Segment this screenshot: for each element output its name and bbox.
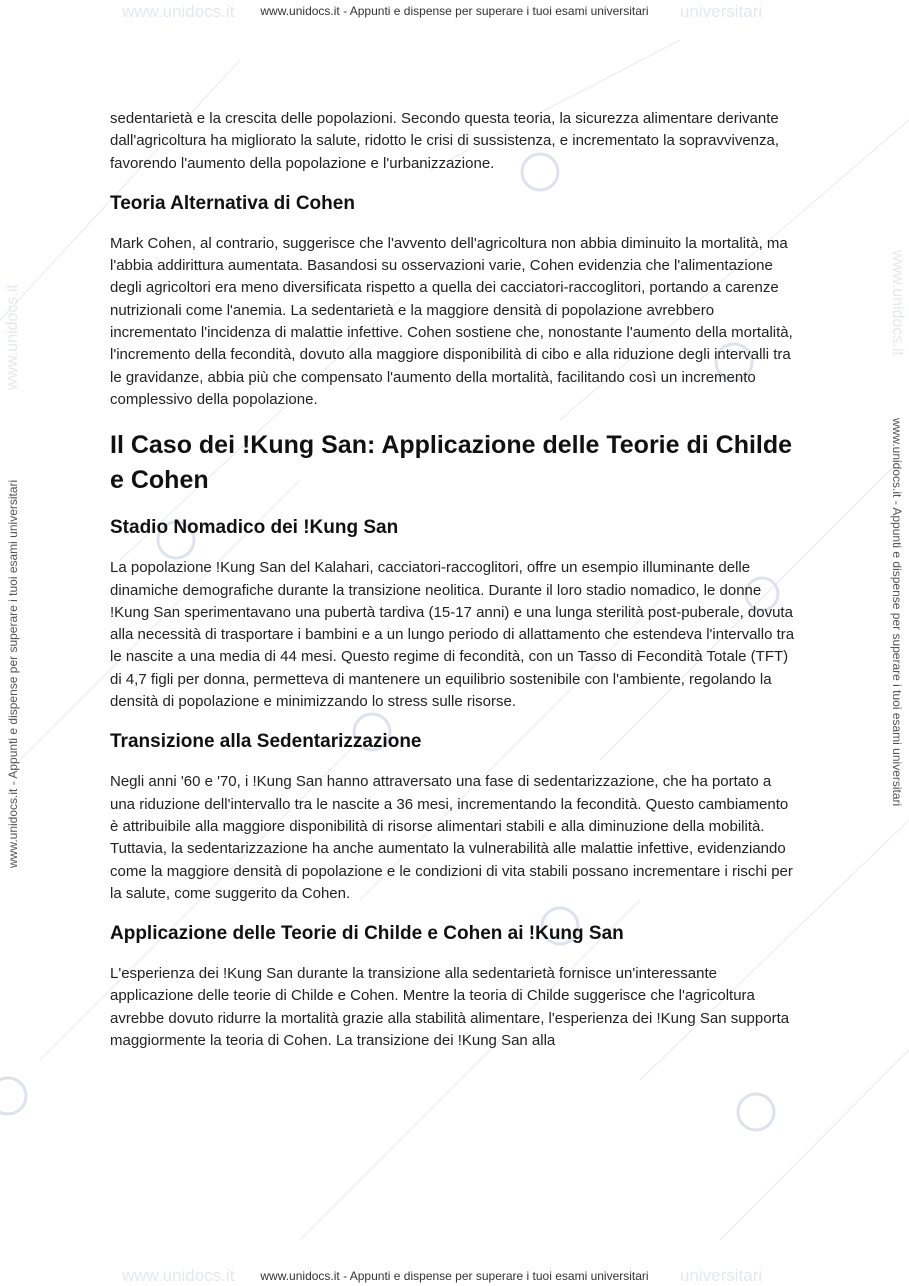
side-watermark-ghost: www.unidocs.it — [889, 250, 906, 356]
section-heading-transition: Transizione alla Sedentarizzazione — [110, 731, 422, 753]
main-heading: Il Caso dei !Kung San: Applicazione delle Teorie di Childe e Cohen — [110, 431, 793, 495]
header-watermark: www.unidocs.it - Appunti e dispense per superare i tuoi esami universitari — [260, 4, 649, 18]
watermark-ghost-text: www.unidocs.it — [122, 2, 235, 21]
section-heading-application: Applicazione delle Teorie di Childe e Cohen ai !Kung San — [110, 923, 624, 945]
section-paragraph-nomadic: La popolazione !Kung San del Kalahari, cacciatori-raccoglitori, offre un esempio illuminante delle dinamiche demografiche durante la transizione neolitica. Durante il loro stadio nomadico, le donne !Kung San sperimentavano una pubertà tardiva (15-17 anni) e una lunga sterilità post-puberale, dovuta alla necessità di trasportare i bambini e a un lungo periodo di allattamento che estendeva l'intervallo tra le nascite a una media di 44 mesi. Questo regime di fecondità, con un Tasso di Fecondità Totale (TFT) di 4,7 figli per donna, permetteva di mantenere un equilibrio sostenibile con l'ambiente, regolando la densità di popolazione e minimizzando lo stress sulle risorse. — [110, 559, 795, 711]
section-heading-cohen: Teoria Alternativa di Cohen — [110, 192, 355, 214]
section-paragraph-transition: Negli anni '60 e '70, i !Kung San hanno attraversato una fase di sedentarizzazione, che ha portato a una riduzione dell'intervallo tra le nascite a 36 mesi, incrementando la fecondità. Questo cambiamento è attribuibile alla maggiore disponibilità di risorse alimentari stabili e alla diminuzione della mobilità. Tuttavia, la sedentarizzazione ha anche aumentato la vulnerabilità alle malattie infettive, evidenziando come la maggiore densità di popolazione e le condizioni di vita stabili possano incrementare i rischi per la salute, come suggerito da Cohen. — [110, 773, 793, 902]
section-paragraph-cohen: Mark Cohen, al contrario, suggerisce che l'avvento dell'agricoltura non abbia diminuito la mortalità, ma l'abbia addirittura aumentata. Basandosi su osservazioni varie, Cohen evidenzia che l'alimentazione degli agricoltori era meno diversificata rispetto a quella dei cacciatori-raccoglitori, portando a carenze nutrizionali come l'anemia. La sedentarietà e la maggiore densità di popolazione avrebbero incrementato l'incidenza di malattie infettive. Cohen sostiene che, nonostante l'aumento della mortalità, l'incremento della fecondità, dovuto alla maggiore disponibilità di cibo e alla riduzione degli intervalli tra le gravidanze, abbia più che compensato l'aumento della mortalità, facilitando così un incremento complessivo della popolazione. — [110, 234, 793, 408]
side-watermark-right: www.unidocs.it - Appunti e dispense per superare i tuoi esami universitari — [890, 418, 904, 807]
section-heading-nomadic: Stadio Nomadico dei !Kung San — [110, 517, 399, 539]
watermark-ghost-text: universitari — [680, 2, 763, 21]
side-watermark-left: www.unidocs.it - Appunti e dispense per superare i tuoi esami universitari — [6, 479, 20, 868]
document-body — [110, 108, 800, 1069]
watermark-ghost-text: www.unidocs.it — [122, 1266, 235, 1285]
intro-paragraph: sedentarietà e la crescita delle popolazioni. Secondo questa teoria, la sicurezza alimentare derivante dall'agricoltura ha migliorato la salute, ridotto le crisi di sussistenza, e incrementato la sopravvivenza, favorendo l'aumento della popolazione e l'urbanizzazione. — [110, 110, 780, 172]
watermark-ghost-text: universitari — [680, 1266, 763, 1285]
footer-watermark: www.unidocs.it - Appunti e dispense per superare i tuoi esami universitari — [260, 1269, 649, 1283]
section-paragraph-application: L'esperienza dei !Kung San durante la transizione alla sedentarietà fornisce un'interessante applicazione delle teorie di Childe e Cohen. Mentre la teoria di Childe suggerisce che l'agricoltura avrebbe dovuto ridurre la mortalità grazie alla stabilità alimentare, l'esperienza dei !Kung San supporta maggiormente la teoria di Cohen. La transizione dei !Kung San alla — [110, 965, 790, 1050]
side-watermark-ghost: www.unidocs.it — [4, 284, 21, 390]
